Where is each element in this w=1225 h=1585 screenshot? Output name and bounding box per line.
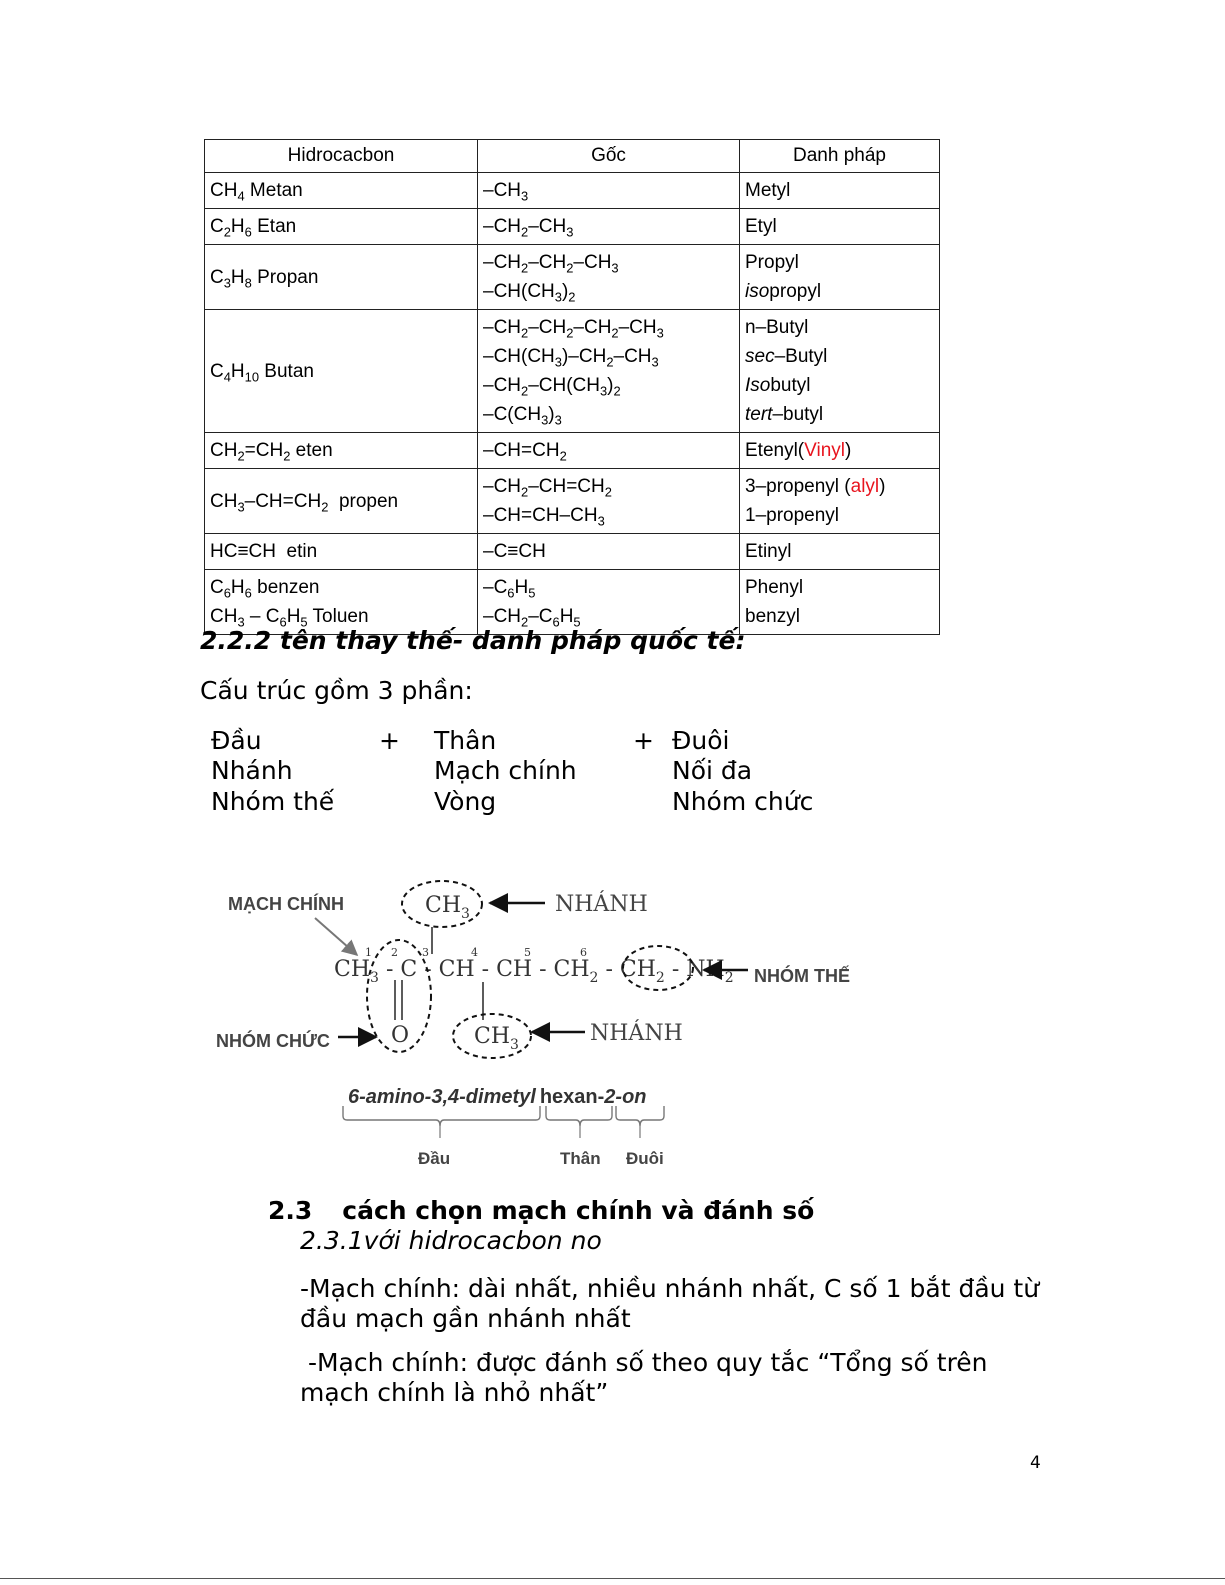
cell-goc-line: $-CH_2-CH(CH_3)_2$ [483, 375, 621, 399]
header-hidrocacbon: Hidrocacbon [205, 140, 478, 173]
cell-danh-phap-line: tert–butyl [745, 404, 824, 425]
paragraph-1: -Mạch chính: dài nhất, nhiều nhánh nhất, C số 1 bắt đầu từ đầu mạch gần nhánh nhất [300, 1274, 1040, 1333]
svg-text:6: 6 [580, 946, 587, 959]
col-duoi-3: Nhóm chức [672, 787, 814, 816]
cell-goc-line: $-C(CH_3)_3$ [483, 404, 562, 428]
cell-danh-phap-line: 1–propenyl [745, 505, 840, 526]
cell-hidrocacbon-line: $C_2H_6$ Etan [210, 216, 297, 240]
cell-hidrocacbon-line: $CH_2=CH_2$ eten [210, 440, 333, 464]
cell-danh-phap-line: isopropyl [745, 281, 822, 302]
bottom-branch-ch3: $CH_3$ [474, 1024, 519, 1053]
cell-goc [478, 209, 740, 245]
cell-danh-phap [740, 469, 940, 534]
cell-hidrocacbon-line: HC≡CH etin [210, 541, 318, 562]
cell-hidrocacbon-line: $C_4H_{10}$ Butan [210, 360, 314, 385]
table-row [205, 245, 940, 310]
cell-goc [478, 534, 740, 570]
section-222-heading: 2.2.2 tên thay thế- danh pháp quốc tế: [200, 626, 746, 655]
cell-hidrocacbon [205, 173, 478, 209]
cell-goc-line: $-CH_2-CH_2-CH_3$ [483, 252, 619, 276]
cell-goc-line: $-CH=CH_2$ [483, 440, 567, 464]
header-goc: Gốc [478, 140, 740, 173]
section-23-heading [268, 1196, 814, 1225]
col-than-3: Vòng [434, 787, 497, 816]
col-than-2: Mạch chính [434, 756, 577, 785]
cell-goc-line: $-CH_2-CH_3$ [483, 216, 574, 240]
table-row [205, 433, 940, 469]
col-dau-1: Đầu [211, 726, 262, 755]
cell-danh-phap [740, 570, 940, 635]
cell-goc [478, 570, 740, 635]
cell-goc-line: $-CH_3$ [483, 180, 529, 204]
cell-hidrocacbon [205, 570, 478, 635]
top-branch-ch3: $CH_3$ [425, 893, 470, 922]
cell-goc [478, 245, 740, 310]
header-danh-phap: Danh pháp [740, 140, 940, 173]
cell-goc-line: $-C_6H_5$ [483, 577, 536, 601]
col-than-1: Thân [434, 726, 497, 755]
brace-than [546, 1106, 612, 1126]
cell-danh-phap-line: 3–propenyl (alyl) [745, 476, 886, 497]
cell-danh-phap [740, 245, 940, 310]
cell-danh-phap-line: Isobutyl [745, 375, 811, 396]
cell-danh-phap [740, 433, 940, 469]
label-nhom-the: NHÓM THẾ [754, 966, 850, 986]
cell-hidrocacbon [205, 209, 478, 245]
section-23-number: 2.3 [268, 1196, 313, 1225]
col-dau-2: Nhánh [211, 756, 293, 785]
svg-text:5: 5 [524, 946, 531, 959]
page-number: 4 [1030, 1453, 1041, 1473]
cell-hidrocacbon-line: $CH_4$ Metan [210, 180, 303, 204]
col-duoi-2: Nối đa [672, 756, 753, 785]
cell-hidrocacbon [205, 245, 478, 310]
table-row [205, 534, 940, 570]
brace-dau [343, 1106, 540, 1126]
cell-goc-line: $-CH_2-C_6H_5$ [483, 606, 581, 630]
table-row [205, 310, 940, 433]
mach-chinh-arrow [315, 918, 357, 955]
structure-intro: Cấu trúc gồm 3 phần: [200, 676, 473, 705]
label-mach-chinh: MẠCH CHÍNH [228, 894, 344, 914]
main-chain: $CH_3$ - C - CH - CH - $CH_2 - CH_2 - NH_2$ [334, 957, 734, 986]
brace-duoi [616, 1106, 664, 1126]
col-duoi-1: Đuôi [672, 726, 730, 755]
svg-text:2: 2 [391, 946, 398, 959]
naming-diagram [200, 870, 880, 1180]
cell-goc-line: $-CH_2-CH=CH_2$ [483, 476, 612, 500]
svg-text:3: 3 [422, 946, 429, 959]
cell-goc-line: –C≡CH [483, 541, 546, 562]
svg-text:4: 4 [471, 946, 478, 959]
cell-hidrocacbon [205, 534, 478, 570]
label-nhanh-bottom: NHÁNH [590, 1021, 683, 1046]
cell-goc-line: $-CH_2-CH_2-CH_2-CH_3$ [483, 317, 664, 341]
cell-hidrocacbon-line: $C_3H_8$ Propan [210, 266, 319, 291]
cell-danh-phap [740, 310, 940, 433]
cell-goc-line: $-CH(CH_3)-CH_2-CH_3$ [483, 346, 659, 370]
cell-goc [478, 469, 740, 534]
cell-danh-phap-line: benzyl [745, 606, 800, 627]
cell-danh-phap-line: Etinyl [745, 541, 792, 562]
name-part-duoi: 2-on [604, 1086, 647, 1108]
alkyl-groups-table [204, 139, 940, 635]
label-duoi: Đuôi [626, 1149, 664, 1168]
cell-hidrocacbon [205, 310, 478, 433]
table-row [205, 469, 940, 534]
cell-goc [478, 310, 740, 433]
cell-danh-phap [740, 534, 940, 570]
cell-hidrocacbon [205, 433, 478, 469]
table-header-row [205, 140, 940, 173]
svg-text:1: 1 [365, 946, 372, 959]
cell-goc [478, 433, 740, 469]
cell-danh-phap-line: Metyl [745, 180, 791, 201]
cell-hidrocacbon-line: $CH_3 - C_6H_5$ Toluen [210, 606, 369, 630]
name-part-dau: 6-amino-3,4-dimetyl [348, 1086, 536, 1108]
cell-danh-phap-line: Phenyl [745, 577, 804, 598]
label-dau: Đầu [418, 1149, 451, 1168]
cell-danh-phap-line: sec–Butyl [745, 346, 828, 367]
cell-danh-phap [740, 209, 940, 245]
name-part-than: hexan- [539, 1086, 605, 1108]
cell-hidrocacbon-line: $CH_3-CH=CH_2$ propen [210, 490, 399, 515]
section-231-heading: 2.3.1với hidrocacbon no [300, 1226, 602, 1255]
col-dau-3: Nhóm thế [211, 787, 335, 816]
cell-danh-phap [740, 173, 940, 209]
cell-danh-phap-line: n–Butyl [745, 317, 809, 338]
page-bottom-rule [0, 1578, 1225, 1579]
cell-goc-line: $-CH(CH_3)_2$ [483, 281, 576, 305]
label-nhom-chuc: NHÓM CHỨC [216, 1031, 330, 1051]
section-23-title: cách chọn mạch chính và đánh số [342, 1196, 815, 1225]
plus-1: + [379, 726, 400, 755]
plus-2: + [633, 726, 654, 755]
cell-goc [478, 173, 740, 209]
cell-danh-phap-line: Propyl [745, 252, 799, 273]
cell-danh-phap-line: Etyl [745, 216, 777, 237]
paragraph-2: -Mạch chính: được đánh số theo quy tắc “Tổng số trên mạch chính là nhỏ nhất” [300, 1348, 996, 1407]
label-than: Thân [560, 1149, 601, 1168]
cell-hidrocacbon-line: $C_6H_6$ benzen [210, 577, 320, 601]
cell-hidrocacbon [205, 469, 478, 534]
table-row [205, 173, 940, 209]
cell-goc-line: $-CH=CH-CH_3$ [483, 505, 605, 529]
cell-danh-phap-line: Etenyl(Vinyl) [745, 440, 852, 461]
table-row [205, 209, 940, 245]
compound-name [348, 1086, 647, 1108]
table-row [205, 570, 940, 635]
oxygen: O [391, 1023, 410, 1048]
label-nhanh-top: NHÁNH [555, 892, 648, 917]
